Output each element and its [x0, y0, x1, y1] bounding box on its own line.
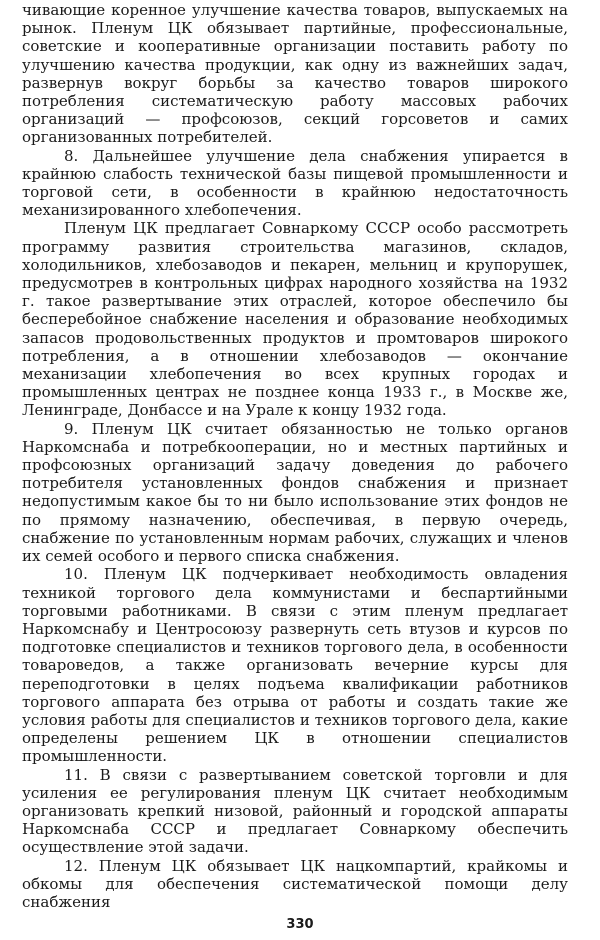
- page-number: 330: [286, 917, 314, 932]
- paragraph-8-plenum-proposal: Пленум ЦК предлагает Совнаркому СССР особо рассмотреть программу развития строительства магазинов, складов, холодильников, хлебозаводов и пекарен, мельниц и крупорушек, предусмотрев в контрольных цифрах народного хозяйства на 1932 г. такое развертывание этих отраслей, которое обеспечило бы бесперебойное снабжение населения и образование необходимых запасов продовольственных продуктов и промтоваров широкого потребления, а в отношении хлебозаводов — окончание механизации хлебопечения во всех крупных городах и промышленных центрах не позднее конца 1933 г., в Москве же, Ленинграде, Донбассе и на Урале к концу 1932 года.: [22, 219, 568, 420]
- paragraph-8: 8. Дальнейшее улучшение дела снабжения упирается в крайнюю слабость технической базы пищевой промышленности и торговой сети, в особенности в крайнюю недостаточность механизированного хлебопечения.: [22, 146, 568, 220]
- paragraph-9: 9. Пленум ЦК считает обязанностью не только органов Наркомснаба и потребкооперации, но и местных партийных и профсоюзных организаций задачу доведения до рабочего потребителя установленных фондов снабжения и признает недопустимым какое бы то ни было использование этих фондов не по прямому назначению, обеспечивая, в первую очередь, снабжение по установленным нормам рабочих, служащих и членов их семей особого и первого списка снабжения.: [22, 419, 568, 566]
- page-body: [22, 0, 568, 940]
- paragraph-11: 11. В связи с развертыванием советской торговли и для усиления ее регулирования пленум ЦК считает необходимым организовать крепкий низовой, районный и городской аппараты Наркомснаба СССР и предлагает Совнаркому обеспечить осуществление этой задачи.: [22, 765, 568, 857]
- paragraph-continuation: чивающие коренное улучшение качества товаров, выпускаемых на рынок. Пленум ЦК обязывает партийные, профессиональные, советские и кооперативные организации поставить работу по улучшению качества продукции, как одну из важнейших задач, развернув вокруг борьбы за качество товаров широкого потребления систематическую работу массовых рабочих организаций — профсоюзов, секций горсоветов и самих организованных потребителей.: [22, 1, 568, 147]
- paragraph-12: 12. Пленум ЦК обязывает ЦК нацкомпартий, крайкомы и обкомы для обеспечения систематической помощи делу снабжения: [22, 856, 568, 911]
- paragraph-10: 10. Пленум ЦК подчеркивает необходимость овладения техникой торгового дела коммунистами и беспартийными торговыми работниками. В связи с этим пленум предлагает Наркомснабу и Центросоюзу развернуть сеть втузов и курсов по подготовке специалистов и техников торгового дела, в особенности товароведов, а также организовать вечерние курсы для переподготовки в целях подъема квалификации работников торгового аппарата без отрыва от работы и создать такие же условия работы для специалистов и техников торгового дела, какие определены решением ЦК в отношении специалистов промышленности.: [22, 565, 568, 766]
